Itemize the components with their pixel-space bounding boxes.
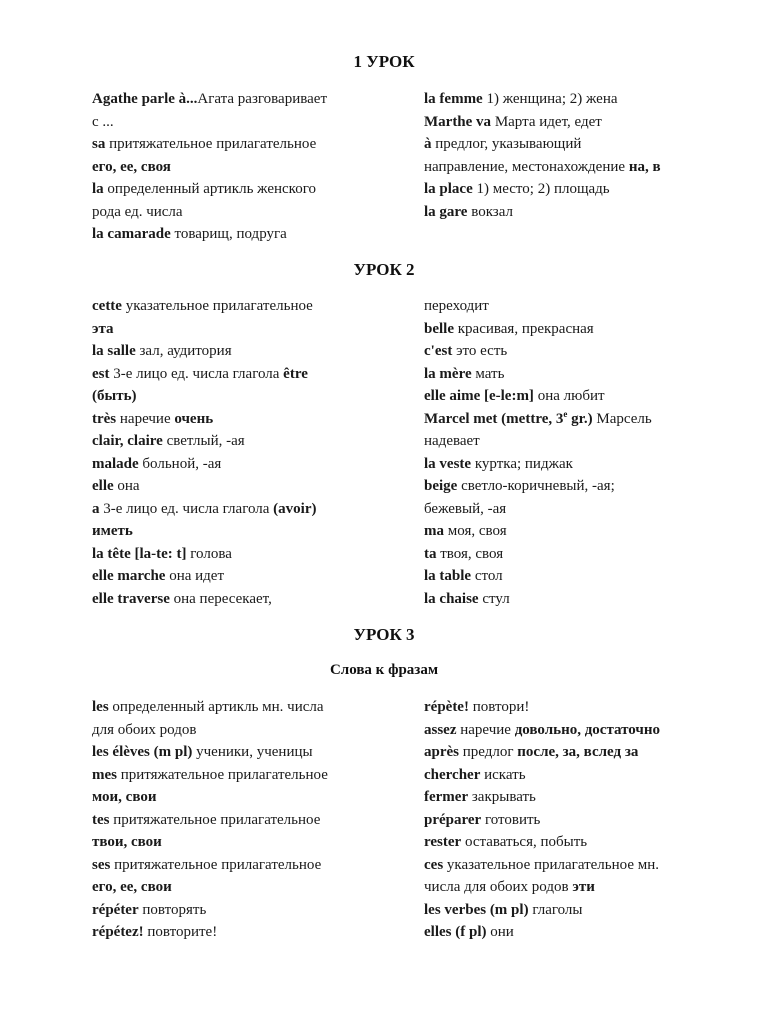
vocab-term: (avoir) bbox=[273, 500, 317, 517]
section2-left-column bbox=[92, 295, 392, 610]
vocab-term: la femme bbox=[424, 91, 483, 107]
vocab-line bbox=[424, 111, 734, 134]
vocab-line bbox=[92, 295, 392, 318]
vocab-line bbox=[424, 178, 734, 201]
vocab-line bbox=[92, 363, 392, 386]
vocab-translation: для обоих родов bbox=[92, 721, 197, 738]
vocab-line bbox=[92, 385, 392, 408]
vocab-term: Marcel met (mettre, 3 bbox=[424, 410, 564, 427]
vocab-translation: она bbox=[113, 478, 140, 494]
vocab-term: ma bbox=[424, 523, 444, 539]
vocab-line bbox=[424, 786, 734, 809]
vocab-translation: повтори! bbox=[468, 699, 530, 715]
vocab-translation: зал, аудитория bbox=[135, 343, 232, 359]
vocab-line bbox=[424, 201, 734, 224]
vocab-term: mes bbox=[92, 766, 117, 783]
vocab-translation: рода ед. числа bbox=[92, 203, 183, 220]
vocab-translation: бежевый, -ая bbox=[424, 500, 507, 517]
vocab-translation: наречие bbox=[456, 721, 515, 738]
vocab-term: la gare bbox=[424, 203, 468, 220]
vocab-line bbox=[424, 408, 734, 431]
vocab-translation: повторять bbox=[138, 901, 207, 918]
vocab-term: Agathe parle à... bbox=[92, 91, 198, 107]
vocab-term: gr.) bbox=[567, 410, 593, 427]
section1-left-column bbox=[92, 88, 392, 246]
vocab-line bbox=[424, 719, 734, 742]
vocab-term: иметь bbox=[92, 523, 133, 539]
vocab-term: la place bbox=[424, 181, 473, 197]
vocab-term: c'est bbox=[424, 343, 453, 359]
vocab-term: préparer bbox=[424, 811, 482, 828]
vocab-line bbox=[92, 786, 392, 809]
vocab-line bbox=[424, 854, 734, 877]
vocab-line bbox=[424, 133, 734, 156]
vocab-term: очень bbox=[174, 410, 214, 427]
vocab-translation: определенный артикль мн. числа bbox=[108, 699, 324, 715]
vocab-translation: предлог bbox=[459, 744, 518, 760]
vocab-term: e bbox=[563, 408, 568, 419]
vocab-term: belle bbox=[424, 320, 454, 337]
vocab-term: répétez! bbox=[92, 924, 144, 940]
vocab-translation: с ... bbox=[92, 113, 114, 130]
lesson-2-heading: УРОК 2 bbox=[353, 260, 415, 279]
vocab-translation: ученики, ученицы bbox=[192, 744, 313, 760]
vocab-term: chercher bbox=[424, 766, 481, 783]
lesson-3-subheading: Слова к фразам bbox=[329, 662, 439, 678]
vocab-line bbox=[92, 520, 392, 543]
vocab-line bbox=[92, 876, 392, 899]
vocab-translation: переходит bbox=[424, 298, 489, 314]
vocab-line bbox=[424, 385, 734, 408]
vocab-line bbox=[92, 565, 392, 588]
vocab-line bbox=[424, 741, 734, 764]
vocab-term: répète! bbox=[424, 699, 469, 715]
vocab-term: la chaise bbox=[424, 590, 479, 607]
vocab-term: rester bbox=[424, 834, 462, 850]
vocab-term: elle traverse bbox=[92, 590, 170, 607]
section3-right-column bbox=[424, 696, 734, 944]
vocab-translation: стол bbox=[471, 568, 503, 584]
vocab-term: довольно, достаточно bbox=[514, 721, 661, 738]
vocab-translation: указательное прилагательное мн. bbox=[443, 856, 660, 873]
vocab-line bbox=[92, 741, 392, 764]
vocab-line bbox=[424, 696, 734, 719]
vocab-translation: направление, местонахождение bbox=[424, 158, 629, 175]
vocab-translation: это есть bbox=[452, 343, 508, 359]
vocab-term: elle aime [e-le:m] bbox=[424, 388, 534, 404]
vocab-line bbox=[92, 430, 392, 453]
vocab-line bbox=[424, 809, 734, 832]
vocab-line bbox=[424, 543, 734, 566]
vocab-line bbox=[424, 430, 734, 453]
vocab-term: beige bbox=[424, 478, 458, 494]
vocab-line bbox=[424, 318, 734, 341]
vocab-line bbox=[92, 178, 392, 201]
vocab-translation: больной, -ая bbox=[138, 455, 222, 472]
vocab-line bbox=[424, 899, 734, 922]
vocab-term: эта bbox=[92, 320, 114, 337]
vocab-line bbox=[92, 809, 392, 832]
vocab-line bbox=[424, 156, 734, 179]
vocab-term: его, ее, своя bbox=[92, 158, 171, 175]
vocab-translation: стул bbox=[478, 590, 510, 607]
vocab-line bbox=[92, 831, 392, 854]
vocab-translation: красивая, прекрасная bbox=[454, 320, 594, 337]
vocab-translation: они bbox=[486, 924, 514, 940]
vocab-line bbox=[424, 565, 734, 588]
vocab-term: elle marche bbox=[92, 568, 166, 584]
vocab-translation: мать bbox=[471, 365, 505, 382]
vocab-term: la salle bbox=[92, 343, 136, 359]
vocab-term: fermer bbox=[424, 789, 469, 805]
vocab-translation: притяжательное прилагательное bbox=[105, 136, 317, 152]
vocab-translation: наречие bbox=[116, 410, 175, 427]
vocab-translation: товарищ, подруга bbox=[170, 226, 287, 242]
vocab-line bbox=[92, 88, 392, 111]
section1-right-column bbox=[424, 88, 734, 223]
vocab-line bbox=[92, 588, 392, 611]
vocab-term: на, в bbox=[628, 158, 661, 175]
vocab-line bbox=[92, 854, 392, 877]
vocab-translation: 1) женщина; 2) жена bbox=[482, 91, 618, 107]
vocab-term: les bbox=[92, 699, 109, 715]
vocab-translation: притяжательное прилагательное bbox=[110, 856, 322, 873]
vocab-line bbox=[92, 223, 392, 246]
vocab-translation: искать bbox=[480, 766, 526, 783]
vocab-line bbox=[92, 318, 392, 341]
vocab-translation: готовить bbox=[481, 811, 541, 828]
vocab-translation: закрывать bbox=[468, 789, 536, 805]
vocab-line bbox=[92, 921, 392, 944]
vocab-translation: Марсель bbox=[592, 410, 652, 427]
vocab-translation: указательное прилагательное bbox=[121, 298, 313, 314]
vocab-line bbox=[424, 453, 734, 476]
vocab-translation: 1) место; 2) площадь bbox=[472, 181, 610, 197]
vocab-term: Marthe va bbox=[424, 113, 492, 130]
vocab-translation: голова bbox=[186, 545, 232, 562]
vocab-translation: 3-е лицо ед. числа глагола bbox=[109, 365, 284, 382]
vocab-translation: предлог, указывающий bbox=[431, 136, 582, 152]
vocab-line bbox=[92, 453, 392, 476]
vocab-term: malade bbox=[92, 455, 139, 472]
vocab-term: (быть) bbox=[92, 388, 137, 404]
vocab-line bbox=[92, 696, 392, 719]
vocab-term: cette bbox=[92, 298, 122, 314]
vocab-translation: светлый, -ая bbox=[162, 433, 245, 449]
vocab-term: sa bbox=[92, 136, 106, 152]
vocab-translation: моя, своя bbox=[444, 523, 507, 539]
section2-right-column bbox=[424, 295, 734, 610]
vocab-line bbox=[424, 520, 734, 543]
vocab-term: ces bbox=[424, 856, 444, 873]
vocab-term: la veste bbox=[424, 455, 472, 472]
vocab-line bbox=[92, 475, 392, 498]
vocab-term: à bbox=[424, 136, 432, 152]
vocab-term: la camarade bbox=[92, 226, 171, 242]
vocab-line bbox=[424, 475, 734, 498]
vocab-term: elle bbox=[92, 478, 114, 494]
vocab-term: эти bbox=[572, 879, 595, 895]
vocab-translation: числа для обоих родов bbox=[424, 879, 573, 895]
vocab-translation: Марта идет, едет bbox=[491, 113, 602, 130]
vocab-line bbox=[424, 498, 734, 521]
vocab-line bbox=[424, 88, 734, 111]
vocab-translation: она любит bbox=[533, 388, 605, 404]
vocab-line bbox=[424, 921, 734, 944]
vocab-line bbox=[424, 295, 734, 318]
vocab-line bbox=[424, 876, 734, 899]
vocab-translation: она идет bbox=[165, 568, 225, 584]
vocab-term: elles (f pl) bbox=[424, 924, 487, 940]
vocab-term: les verbes (m pl) bbox=[424, 901, 529, 918]
vocab-line bbox=[92, 408, 392, 431]
vocab-translation: она пересекает, bbox=[169, 590, 272, 607]
vocab-translation: 3-е лицо ед. числа глагола bbox=[99, 500, 274, 517]
vocab-term: la table bbox=[424, 568, 472, 584]
vocab-line bbox=[424, 363, 734, 386]
vocab-term: la bbox=[92, 181, 104, 197]
vocab-term: répéter bbox=[92, 901, 139, 918]
vocab-translation: притяжательное прилагательное bbox=[109, 811, 321, 828]
vocab-line bbox=[424, 831, 734, 854]
vocab-line bbox=[424, 588, 734, 611]
vocab-term: après bbox=[424, 744, 459, 760]
vocab-term: les élèves (m pl) bbox=[92, 744, 193, 760]
vocab-line bbox=[424, 764, 734, 787]
vocab-line bbox=[424, 340, 734, 363]
vocab-term: его, ее, свои bbox=[92, 879, 172, 895]
lesson-1-heading: 1 УРОК bbox=[353, 52, 415, 71]
vocab-term: la tête [la-te: t] bbox=[92, 545, 187, 562]
vocab-line bbox=[92, 133, 392, 156]
lesson-3-heading: УРОК 3 bbox=[353, 625, 415, 644]
vocab-term: être bbox=[283, 365, 308, 382]
vocab-term: ta bbox=[424, 545, 437, 562]
vocab-translation: надевает bbox=[424, 433, 480, 449]
vocab-term: tes bbox=[92, 811, 110, 828]
vocab-line bbox=[92, 543, 392, 566]
vocab-line bbox=[92, 764, 392, 787]
vocab-translation: твоя, своя bbox=[436, 545, 504, 562]
vocab-translation: вокзал bbox=[467, 203, 513, 220]
vocab-line bbox=[92, 340, 392, 363]
section3-left-column bbox=[92, 696, 392, 944]
vocab-term: мои, свои bbox=[92, 789, 157, 805]
vocab-term: est bbox=[92, 365, 110, 382]
vocab-translation: определенный артикль женского bbox=[103, 181, 316, 197]
vocab-line bbox=[92, 498, 392, 521]
vocab-term: clair, claire bbox=[92, 433, 163, 449]
vocab-term: assez bbox=[424, 721, 457, 738]
vocab-line bbox=[92, 899, 392, 922]
vocab-translation: куртка; пиджак bbox=[471, 455, 573, 472]
vocab-translation: притяжательное прилагательное bbox=[117, 766, 328, 783]
vocab-term: после, за, вслед за bbox=[517, 744, 639, 760]
vocab-translation: Агата разговаривает bbox=[197, 91, 327, 107]
vocab-translation: повторите! bbox=[143, 924, 218, 940]
vocab-term: la mère bbox=[424, 365, 472, 382]
vocab-term: très bbox=[92, 410, 117, 427]
vocab-term: твои, свои bbox=[92, 834, 162, 850]
vocab-line bbox=[92, 719, 392, 742]
vocab-line bbox=[92, 201, 392, 224]
vocab-term: a bbox=[92, 500, 100, 517]
vocab-line bbox=[92, 111, 392, 134]
vocab-line bbox=[92, 156, 392, 179]
vocab-translation: оставаться, побыть bbox=[461, 834, 588, 850]
vocab-term: ses bbox=[92, 856, 111, 873]
vocab-translation: глаголы bbox=[528, 901, 583, 918]
vocab-translation: светло-коричневый, -ая; bbox=[457, 478, 615, 494]
